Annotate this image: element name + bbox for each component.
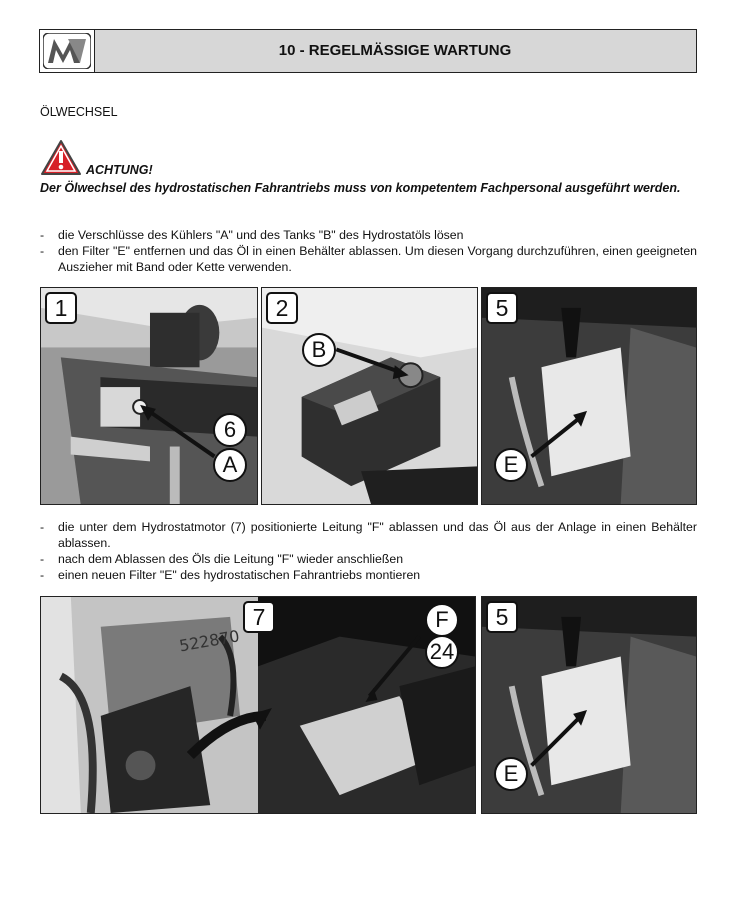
photo-number-badge: 7 bbox=[243, 601, 275, 633]
svg-text:522870: 522870 bbox=[177, 626, 241, 656]
warning-text: Der Ölwechsel des hydrostatischen Fahrantriebs muss von kompetentem Fachpersonal ausgeführt werden. bbox=[40, 181, 681, 195]
page-header bbox=[39, 29, 697, 73]
photo-filter-new bbox=[481, 596, 697, 814]
callout-label: A bbox=[213, 448, 247, 482]
photo-tank-cap bbox=[261, 287, 478, 505]
photo-number-badge: 1 bbox=[45, 292, 77, 324]
callout-label: B bbox=[302, 333, 336, 367]
photo-cooler-cap bbox=[40, 287, 258, 505]
photo-number-badge: 5 bbox=[486, 292, 518, 324]
warning-triangle-icon bbox=[40, 139, 82, 177]
callout-label: F bbox=[425, 603, 459, 637]
section-title: ÖLWECHSEL bbox=[40, 105, 118, 119]
callout-label: E bbox=[494, 448, 528, 482]
page-title: 10 - REGELMÄSSIGE WARTUNG bbox=[278, 42, 512, 59]
photo-filter bbox=[481, 287, 697, 505]
callout-label: 6 bbox=[213, 413, 247, 447]
list-item: - nach dem Ablassen des Öls die Leitung "F" wieder anschließen bbox=[40, 552, 404, 566]
photo-number-badge: 2 bbox=[266, 292, 298, 324]
photo-hydrostatic-motor bbox=[40, 596, 476, 814]
steps-list-1 bbox=[40, 227, 697, 275]
manufacturer-logo bbox=[40, 30, 95, 72]
callout-label: E bbox=[494, 757, 528, 791]
list-item: - einen neuen Filter "E" des hydrostatischen Fahrantriebs montieren bbox=[40, 568, 421, 582]
logo-icon bbox=[43, 33, 91, 69]
warning-label: ACHTUNG! bbox=[86, 163, 153, 177]
steps-list-2 bbox=[40, 519, 697, 583]
callout-label: 24 bbox=[425, 635, 459, 669]
list-item: - die unter dem Hydrostatmotor (7) positionierte Leitung "F" ablassen und das Öl aus der Anlage in einen Behälter ablassen. bbox=[40, 520, 697, 550]
list-item: - den Filter "E" entfernen und das Öl in einen Behälter ablassen. Um diesen Vorgang durchzuführen, einen geeigneten Auszieher mit Band oder Kette verwenden. bbox=[40, 244, 697, 274]
photo-number-badge: 5 bbox=[486, 601, 518, 633]
list-item: - die Verschlüsse des Kühlers "A" und des Tanks "B" des Hydrostatöls lösen bbox=[40, 228, 464, 242]
